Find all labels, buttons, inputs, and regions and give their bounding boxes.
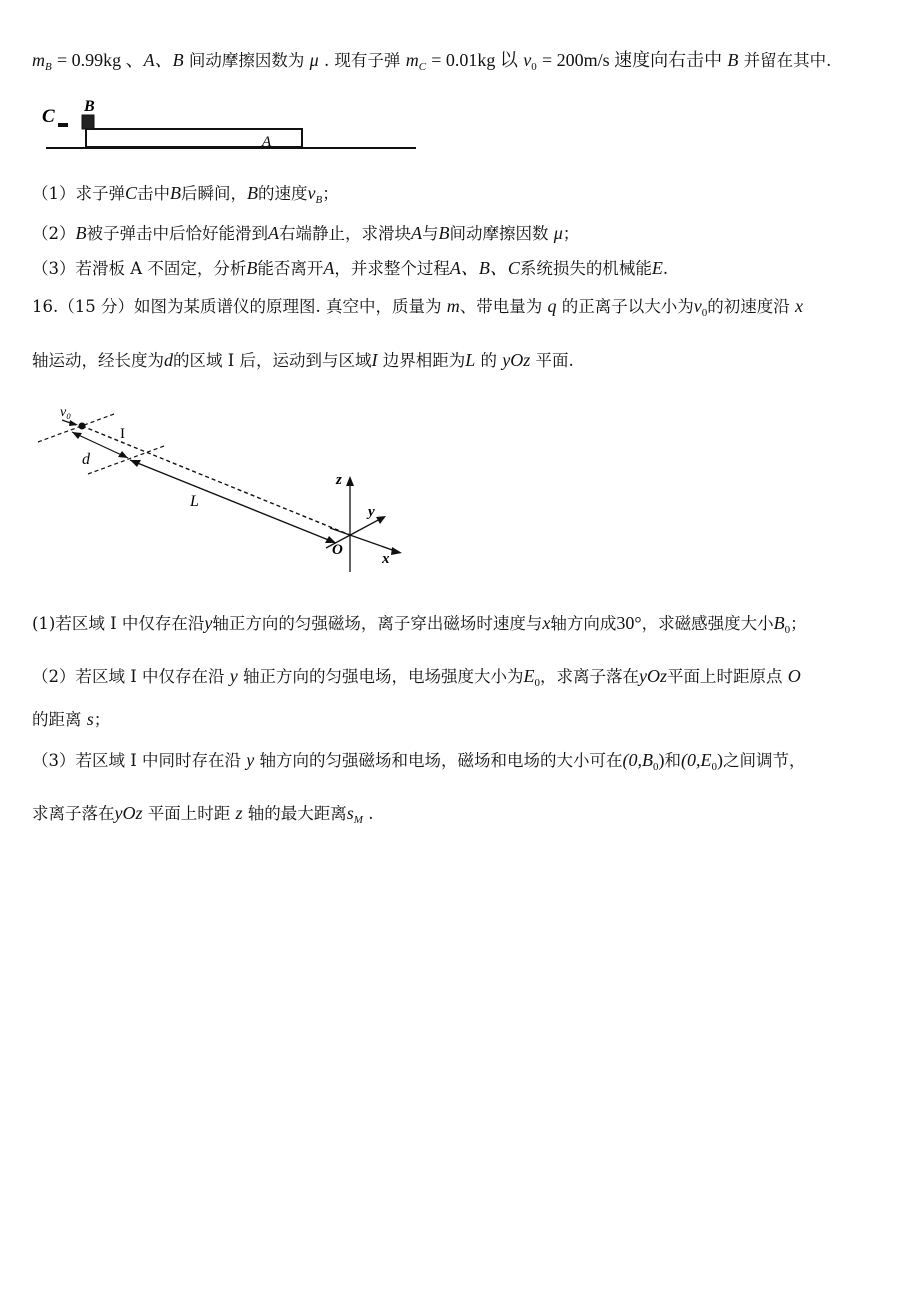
q15-part1: （1）求子弹C击中B后瞬间，B的速度$v_B$； [32, 183, 339, 206]
continuation-line: $m_B = 0.99kg$ 、A、B 间动摩擦因数为 μ . 现有子弹 $m_C = 0.01kg$ 以 $v_0 = 200m/s$ 速度向右击中 B 并留在其中. [32, 50, 832, 73]
label-o: O [332, 542, 343, 558]
bullet-c [58, 123, 68, 127]
q16-part1: (1)若区域 I 中仅存在沿y轴正方向的匀强磁场，离子穿出磁场时速度与x轴方向成30°，求磁感强度大小$B_0$； [32, 613, 807, 636]
label-b: B [84, 98, 95, 115]
figure-bullet-block-plank [36, 98, 426, 158]
figure-mass-spectrometer [30, 398, 420, 580]
label-y: y [368, 504, 375, 520]
q16-part3: （3）若区域 I 中同时存在沿 y 轴方向的匀强磁场和电场，磁场和电场的大小可在$(0,B_0)$和$(0,E_0)$之间调节， [32, 750, 806, 773]
q16-stem-line2: 轴运动，经长度为d的区域 I 后，运动到与区域I 边界相距为L 的 yOz 平面. [32, 350, 574, 370]
q15-part3: （3）若滑板 A 不固定，分析B能否离开A，并求整个过程A、B、C系统损失的机械能E. [32, 258, 669, 278]
q16-stem-line1: 16.（15 分）如图为某质谱仪的原理图. 真空中，质量为 m、带电量为 q 的正离子以大小为$v_0$的初速度沿 x [32, 296, 803, 319]
label-region-i: I [120, 426, 125, 442]
label-a: A [262, 134, 272, 150]
region-boundary-left [38, 414, 114, 442]
label-x: x [382, 551, 390, 567]
label-z: z [336, 472, 342, 488]
ion-particle [79, 423, 86, 430]
q15-part2: （2）B被子弹击中后恰好能滑到A右端静止，求滑块A与B间动摩擦因数 μ； [32, 223, 580, 243]
label-v0: v₀ [60, 405, 72, 420]
l-dimension [130, 460, 336, 543]
label-l: L [190, 493, 199, 510]
q16-part2-cont: 的距离 s； [32, 709, 111, 729]
q16-part3-cont: 求离子落在yOz 平面上时距 z 轴的最大距离$s_M$ . [32, 803, 374, 826]
beam-path [82, 426, 350, 535]
block-b [82, 115, 94, 129]
label-c: C [42, 106, 55, 127]
label-d: d [82, 451, 90, 468]
q16-part2: （2）若区域 I 中仅存在沿 y 轴正方向的匀强电场，电场强度大小为$E_0$，求离子落在yOz平面上时距原点 O [32, 666, 801, 689]
